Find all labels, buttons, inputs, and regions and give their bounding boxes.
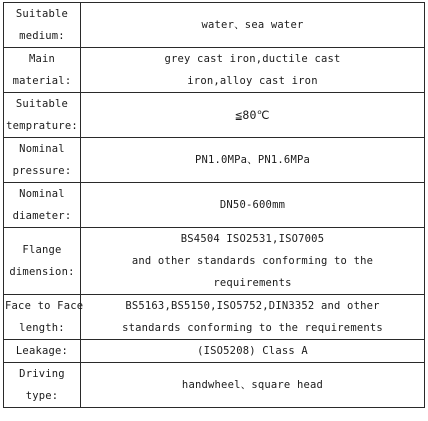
row-face-to-face-length xyxy=(4,295,425,340)
value-suitable-temperature: ≦80℃ xyxy=(81,93,425,138)
label-main-material: Main material: xyxy=(4,48,81,93)
value-nominal-diameter: DN50-600mm xyxy=(81,183,425,228)
value-main-material: grey cast iron,ductile cast iron,alloy cast iron xyxy=(81,48,425,93)
row-driving-type xyxy=(4,363,425,408)
row-main-material xyxy=(4,48,425,93)
label-flange-dimension: Flange dimension: xyxy=(4,228,81,295)
row-suitable-temperature xyxy=(4,93,425,138)
label-nominal-diameter: Nominal diameter: xyxy=(4,183,81,228)
value-leakage: (ISO5208) Class A xyxy=(81,340,425,363)
specification-table xyxy=(3,2,425,408)
label-nominal-pressure: Nominal pressure: xyxy=(4,138,81,183)
label-suitable-temperature: Suitable temprature: xyxy=(4,93,81,138)
label-driving-type: Driving type: xyxy=(4,363,81,408)
row-flange-dimension xyxy=(4,228,425,295)
row-leakage xyxy=(4,340,425,363)
value-suitable-medium: water、sea water xyxy=(81,3,425,48)
label-suitable-medium: Suitable medium: xyxy=(4,3,81,48)
value-face-to-face-length: BS5163,BS5150,ISO5752,DIN3352 and other standards conforming to the requirements xyxy=(81,295,425,340)
value-flange-dimension: BS4504 ISO2531,ISO7005 and other standards conforming to the requirements xyxy=(81,228,425,295)
value-driving-type: handwheel、square head xyxy=(81,363,425,408)
row-suitable-medium xyxy=(4,3,425,48)
value-nominal-pressure: PN1.0MPa、PN1.6MPa xyxy=(81,138,425,183)
row-nominal-pressure xyxy=(4,138,425,183)
label-leakage: Leakage: xyxy=(4,340,81,363)
row-nominal-diameter xyxy=(4,183,425,228)
label-face-to-face-length: Face to Face length: xyxy=(4,295,81,340)
